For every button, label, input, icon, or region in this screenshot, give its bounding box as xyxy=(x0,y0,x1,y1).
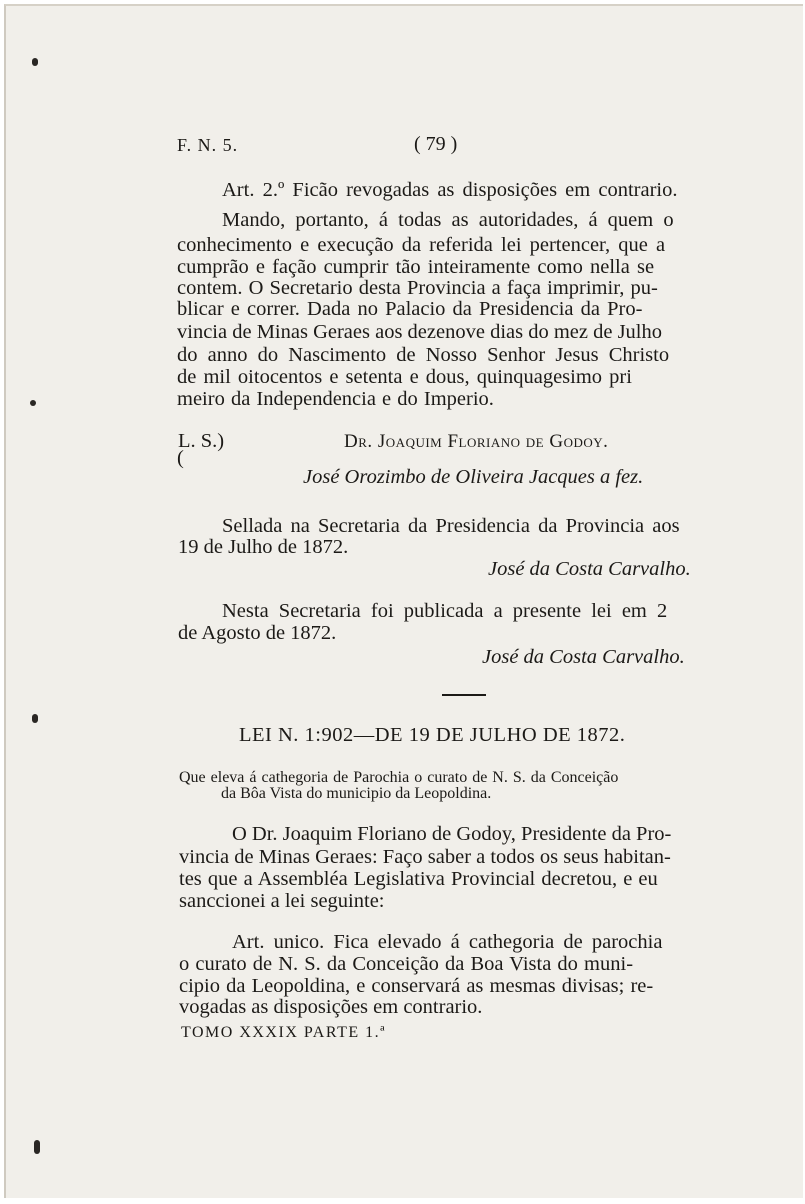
text-line: de mil oitocentos e setenta e dous, quinquagesimo pri xyxy=(177,366,632,388)
signed-name: José da Costa Carvalho. xyxy=(488,558,691,580)
text-line: vincia de Minas Geraes: Faço saber a todos os seus habitan- xyxy=(179,846,671,868)
signed-name: José da Costa Carvalho. xyxy=(482,646,685,668)
header-series: F. N. 5. xyxy=(177,135,239,155)
scan-speck xyxy=(32,58,38,66)
text-line: cumprão e fação cumprir tão inteiramente como nella se xyxy=(177,256,655,278)
law-summary-line: da Bôa Vista do municipio da Leopoldina. xyxy=(221,785,492,802)
scan-speck xyxy=(30,400,36,406)
text-line: vogadas as disposições em contrario. xyxy=(179,996,483,1018)
text-line: Sellada na Secretaria da Presidencia da Provincia aos xyxy=(222,515,680,537)
section-divider xyxy=(442,694,486,696)
page-number: ( 79 ) xyxy=(414,133,458,155)
text-line: Nesta Secretaria foi publicada a presente lei em 2 xyxy=(222,600,668,622)
scan-speck xyxy=(34,1140,40,1154)
scan-speck xyxy=(32,714,38,723)
text-line: cipio da Leopoldina, e conservará as mesmas divisas; re- xyxy=(179,975,654,997)
text-line: O Dr. Joaquim Floriano de Godoy, Presidente da Pro- xyxy=(232,823,672,845)
law-summary-line: Que eleva á cathegoria de Parochia o curato de N. S. da Conceição xyxy=(179,769,619,786)
scribe-line: José Orozimbo de Oliveira Jacques a fez. xyxy=(303,466,644,488)
text-line: conhecimento e execução da referida lei pertencer, que a xyxy=(177,234,666,256)
text-line: de Agosto de 1872. xyxy=(178,622,337,644)
text-line: vincia de Minas Geraes aos dezenove dias do mez de Julho xyxy=(177,321,663,343)
text-line: o curato de N. S. da Conceição da Boa Vista do muni- xyxy=(179,953,634,975)
text-line: blicar e correr. Dada no Palacio da Presidencia da Pro- xyxy=(177,298,643,320)
volume-footer: TOMO XXXIX PARTE 1.ª xyxy=(181,1024,387,1041)
text-line: Mando, portanto, á todas as autoridades, á quem o xyxy=(222,209,674,231)
text-line: contem. O Secretario desta Provincia a faça imprimir, pu- xyxy=(177,277,658,299)
seal-mark: L. S.) xyxy=(178,430,225,452)
text-line: meiro da Independencia e do Imperio. xyxy=(177,388,494,410)
text-line: do anno do Nascimento de Nosso Senhor Jesus Christo xyxy=(177,344,670,366)
text-line: 19 de Julho de 1872. xyxy=(178,536,349,558)
text-line: Art. unico. Fica elevado á cathegoria de parochia xyxy=(232,931,663,953)
document-page xyxy=(4,4,803,1198)
signatory-name: Dr. Joaquim Floriano de Godoy. xyxy=(344,431,609,452)
art-2-paragraph: Art. 2.º Ficão revogadas as disposições em contrario. xyxy=(222,179,678,201)
seal-bracket: ( xyxy=(177,447,184,469)
text-line: tes que a Assembléa Legislativa Provincial decretou, e eu xyxy=(179,868,658,890)
text-line: sanccionei a lei seguinte: xyxy=(179,890,385,912)
law-title: LEI N. 1:902—DE 19 DE JULHO DE 1872. xyxy=(239,724,626,746)
